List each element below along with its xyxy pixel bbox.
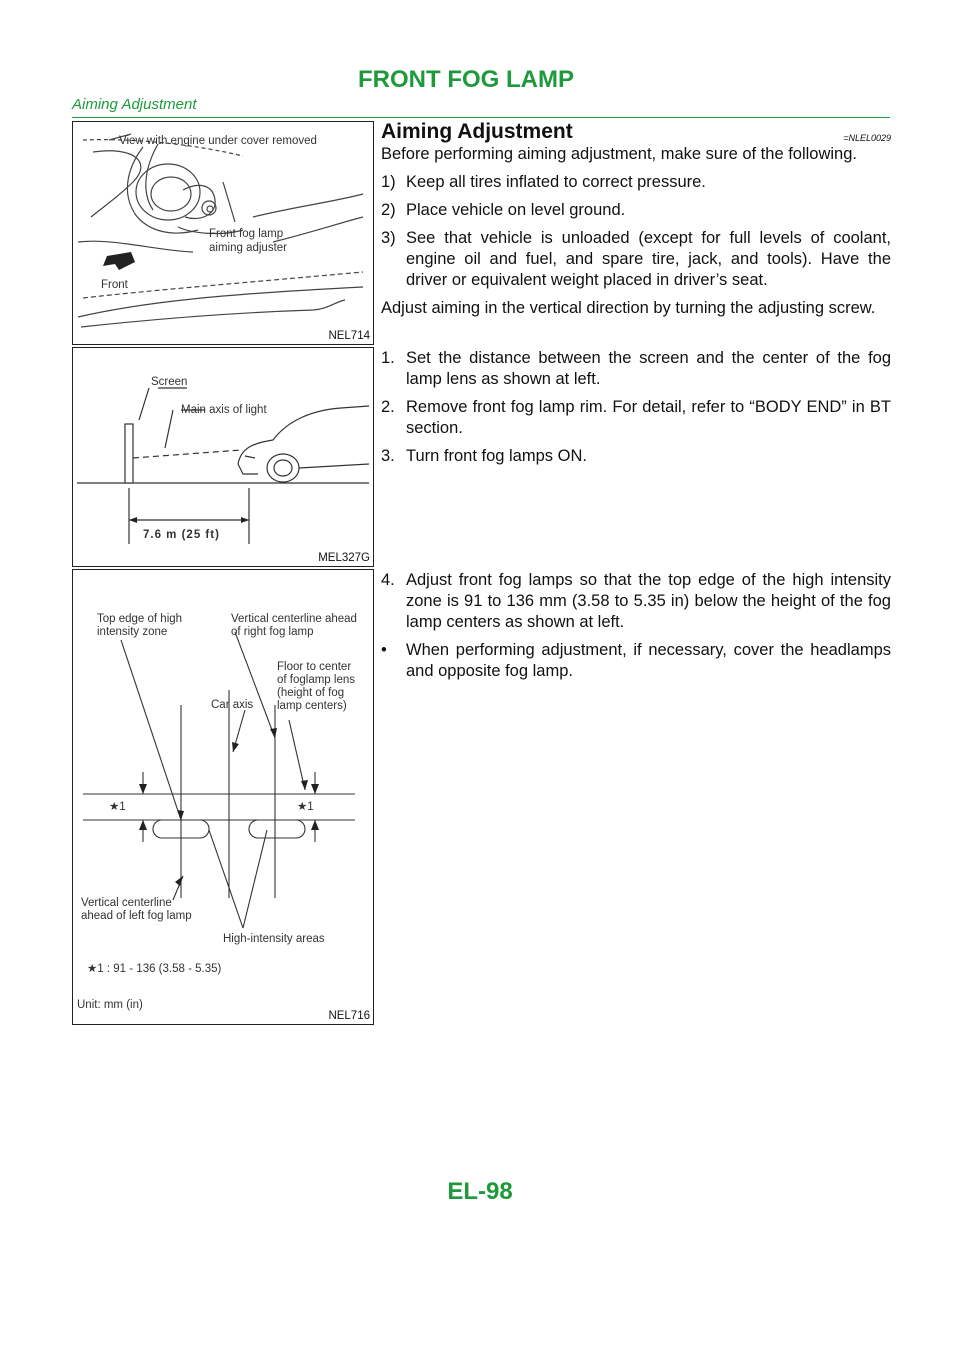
figure-fog-lamp-adjuster xyxy=(72,121,374,345)
label-distance: 7.6 m (25 ft) xyxy=(143,529,220,541)
step-item xyxy=(381,348,891,390)
section-ref-code: =NLEL0029 xyxy=(843,133,891,143)
precheck-text: Keep all tires inflated to correct pressure. xyxy=(406,173,706,191)
bullet-icon: • xyxy=(381,641,387,659)
label-vc-right-line1: Vertical centerline ahead xyxy=(231,613,357,625)
section-prechecks xyxy=(381,120,891,326)
precheck-item xyxy=(381,228,891,291)
label-main-axis: Main axis of light xyxy=(181,404,267,416)
label-vc-left-line1: Vertical centerline xyxy=(81,897,172,909)
label-high-areas: High-intensity areas xyxy=(223,933,325,945)
section-title xyxy=(381,120,891,144)
step-text: Turn front fog lamps ON. xyxy=(406,447,587,465)
header-divider xyxy=(72,117,890,118)
precheck-text: Place vehicle on level ground. xyxy=(406,201,626,219)
precheck-item xyxy=(381,172,891,193)
precheck-text: See that vehicle is unloaded (except for full levels of coolant, engine oil and fuel, and spare tire, jack, and tools). Have the driver or equivalent weight placed in driver’s seat. xyxy=(406,229,891,289)
section-steps-setup xyxy=(381,348,891,474)
page-header-subtitle: Aiming Adjustment xyxy=(72,96,197,113)
step-number: 4. xyxy=(381,571,395,589)
adjust-note: Adjust aiming in the vertical direction by turning the adjusting screw. xyxy=(381,299,876,317)
marker-right: ★1 xyxy=(297,801,314,813)
step-item xyxy=(381,446,891,467)
step-text: Remove front fog lamp rim. For detail, refer to “BODY END” in BT section. xyxy=(406,398,891,437)
label-floor-line3: (height of fog xyxy=(277,687,345,699)
precheck-number: 2) xyxy=(381,201,396,219)
fog-lamp-adjuster-illustration xyxy=(73,122,373,344)
label-floor-line2: of foglamp lens xyxy=(277,674,355,686)
precheck-item xyxy=(381,200,891,221)
label-adjuster-line1: Front fog lamp xyxy=(209,228,284,240)
section-steps-adjust xyxy=(381,570,891,689)
step-number: 3. xyxy=(381,447,395,465)
bullet-item xyxy=(381,640,891,682)
label-vc-left-line2: ahead of left fog lamp xyxy=(81,910,192,922)
label-floor-line4: lamp centers) xyxy=(277,700,347,712)
legend-range: ★1 : 91 - 136 (3.58 - 5.35) xyxy=(87,963,222,975)
label-top-edge-line1: Top edge of high xyxy=(97,613,183,625)
bullet-text: When performing adjustment, if necessary, cover the headlamps and opposite fog lamp. xyxy=(406,641,891,680)
figure-id: NEL714 xyxy=(328,330,370,342)
label-floor-line1: Floor to center xyxy=(277,661,352,673)
marker-left: ★1 xyxy=(109,801,126,813)
step-item xyxy=(381,570,891,633)
intro-paragraph: Before performing aiming adjustment, make sure of the following. xyxy=(381,145,857,163)
page-number: EL-98 xyxy=(447,1178,513,1205)
precheck-number: 1) xyxy=(381,173,396,191)
section-title-text: Aiming Adjustment xyxy=(381,120,573,143)
label-adjuster-line2: aiming adjuster xyxy=(209,242,287,254)
label-view: View with engine under cover removed xyxy=(119,135,317,147)
screen-distance-diagram xyxy=(73,348,373,566)
step-text: Adjust front fog lamps so that the top edge of the high intensity zone is 91 to 136 mm (3.58 to 5.35 in) below the height of the fog lamp centers as shown at left. xyxy=(406,571,891,631)
label-screen: Screen xyxy=(151,376,188,388)
figure-id: MEL327G xyxy=(318,552,370,564)
unit-label: Unit: mm (in) xyxy=(77,999,143,1011)
step-item xyxy=(381,397,891,439)
label-vc-right-line2: of right fog lamp xyxy=(231,626,314,638)
label-front: Front xyxy=(101,279,128,291)
step-number: 1. xyxy=(381,349,395,367)
aiming-chart-diagram xyxy=(73,570,373,1024)
label-top-edge-line2: intensity zone xyxy=(97,626,168,638)
page-header-title: FRONT FOG LAMP xyxy=(358,66,574,93)
figure-screen-distance xyxy=(72,347,374,567)
figure-aiming-chart xyxy=(72,569,374,1025)
label-car-axis: Car axis xyxy=(211,699,254,711)
step-text: Set the distance between the screen and the center of the fog lamp lens as shown at left. xyxy=(406,349,891,388)
step-number: 2. xyxy=(381,398,395,416)
precheck-number: 3) xyxy=(381,229,396,247)
figure-id: NEL716 xyxy=(328,1010,370,1022)
